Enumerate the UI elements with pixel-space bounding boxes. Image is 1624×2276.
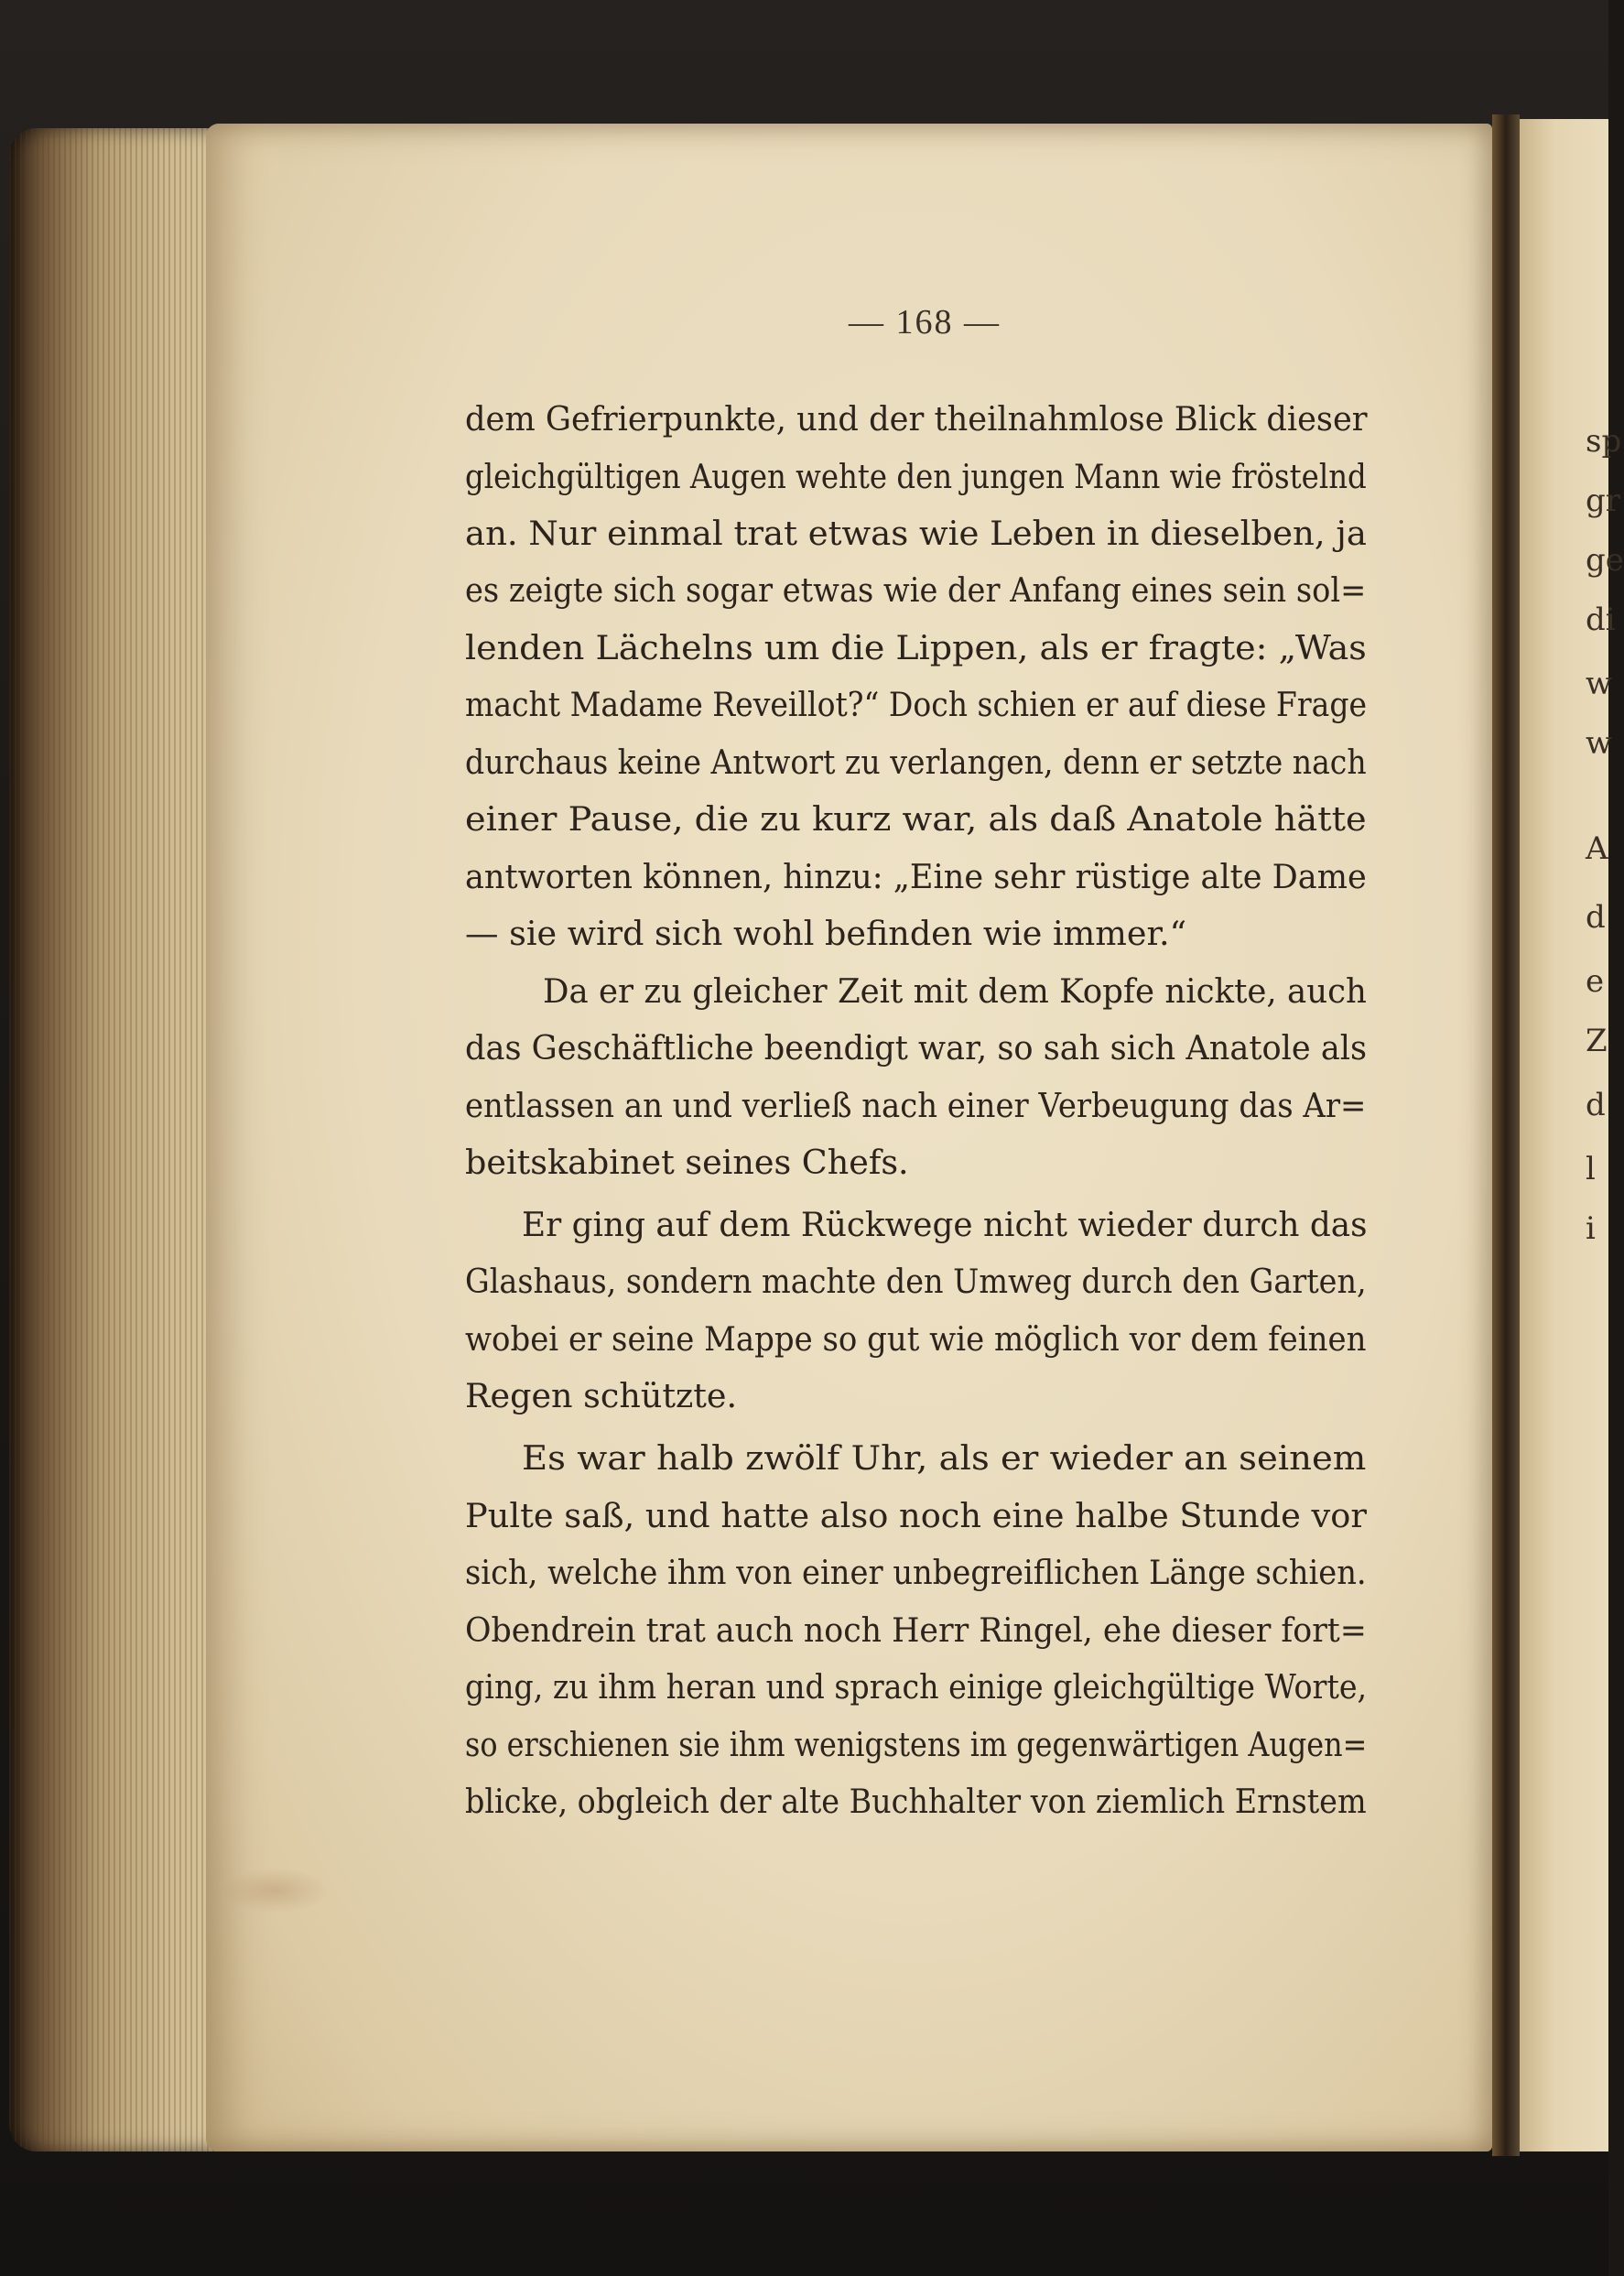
facing-fragment: Z — [1586, 1023, 1608, 1059]
text-line: an. Nur einmal trat etwas wie Leben in dieselben, ja — [465, 514, 1367, 553]
text-line: Es war halb zwölf Uhr, als er wieder an seinem — [522, 1438, 1367, 1478]
facing-fragment: d — [1586, 899, 1606, 936]
text-line: Obendrein trat auch noch Herr Ringel, ehe dieser fort= — [465, 1610, 1367, 1650]
facing-fragment: gr — [1586, 482, 1621, 519]
text-line: ging, zu ihm heran und sprach einige gleichgültige Worte, — [465, 1667, 1368, 1707]
text-line: sich, welche ihm von einer unbegreiflichen Länge schien. — [465, 1553, 1367, 1592]
facing-page — [1520, 119, 1624, 2151]
facing-fragment: w — [1586, 666, 1613, 702]
text-line: wobei er seine Mappe so gut wie möglich vor dem feinen — [465, 1319, 1367, 1359]
text-line: entlassen an und verließ nach einer Verbeugung das Ar= — [465, 1086, 1367, 1125]
page-stain — [220, 1868, 330, 1913]
text-line: Regen schützte. — [465, 1376, 738, 1415]
text-line: das Geschäftliche beendigt war, so sah sich Anatole als — [465, 1028, 1368, 1068]
text-line: so erschienen sie ihm wenigstens im gegenwärtigen Augen= — [465, 1725, 1368, 1764]
text-line: macht Madame Reveillot?“ Doch schien er auf diese Frage — [465, 685, 1368, 724]
text-line: Pulte saß, und hatte also noch eine halbe Stunde vor — [465, 1496, 1367, 1535]
facing-fragment: ge — [1586, 542, 1624, 579]
facing-fragment: A — [1586, 830, 1608, 867]
facing-fragment: di — [1586, 602, 1616, 638]
facing-fragment: sp — [1586, 423, 1622, 460]
text-line: durchaus keine Antwort zu verlangen, denn er setzte nach — [465, 742, 1367, 782]
text-line: blicke, obgleich der alte Buchhalter von ziemlich Ernstem — [465, 1782, 1367, 1821]
text-line: dem Gefrierpunkte, und der theilnahmlose Blick dieser — [465, 399, 1368, 439]
text-line: beitskabinet seines Chefs. — [465, 1143, 909, 1182]
book-gutter — [1492, 114, 1520, 2156]
text-line: einer Pause, die zu kurz war, als daß Anatole hätte — [465, 799, 1367, 839]
facing-fragment: l — [1586, 1151, 1596, 1187]
text-line: antworten können, hinzu: „Eine sehr rüstige alte Dame — [465, 857, 1367, 896]
text-line: Da er zu gleicher Zeit mit dem Kopfe nickte, auch — [543, 971, 1367, 1011]
page-number: — 168 — — [849, 303, 1001, 341]
facing-fragment: d — [1586, 1087, 1606, 1123]
text-line: — sie wird sich wohl befinden wie immer.“ — [465, 914, 1187, 953]
text-line: gleichgültigen Augen wehte den jungen Mann wie fröstelnd — [465, 457, 1367, 496]
text-line: es zeigte sich sogar etwas wie der Anfang eines sein sol= — [465, 570, 1367, 610]
text-line: Glashaus, sondern machte den Umweg durch den Garten, — [465, 1262, 1367, 1301]
text-line: Er ging auf dem Rückwege nicht wieder durch das — [522, 1205, 1368, 1244]
facing-fragment: w — [1586, 725, 1613, 762]
text-line: lenden Lächelns um die Lippen, als er fragte: „Was — [465, 628, 1367, 667]
facing-fragment: e — [1586, 963, 1605, 1000]
book-page-edges — [9, 128, 229, 2151]
facing-fragment: i — [1586, 1210, 1596, 1247]
